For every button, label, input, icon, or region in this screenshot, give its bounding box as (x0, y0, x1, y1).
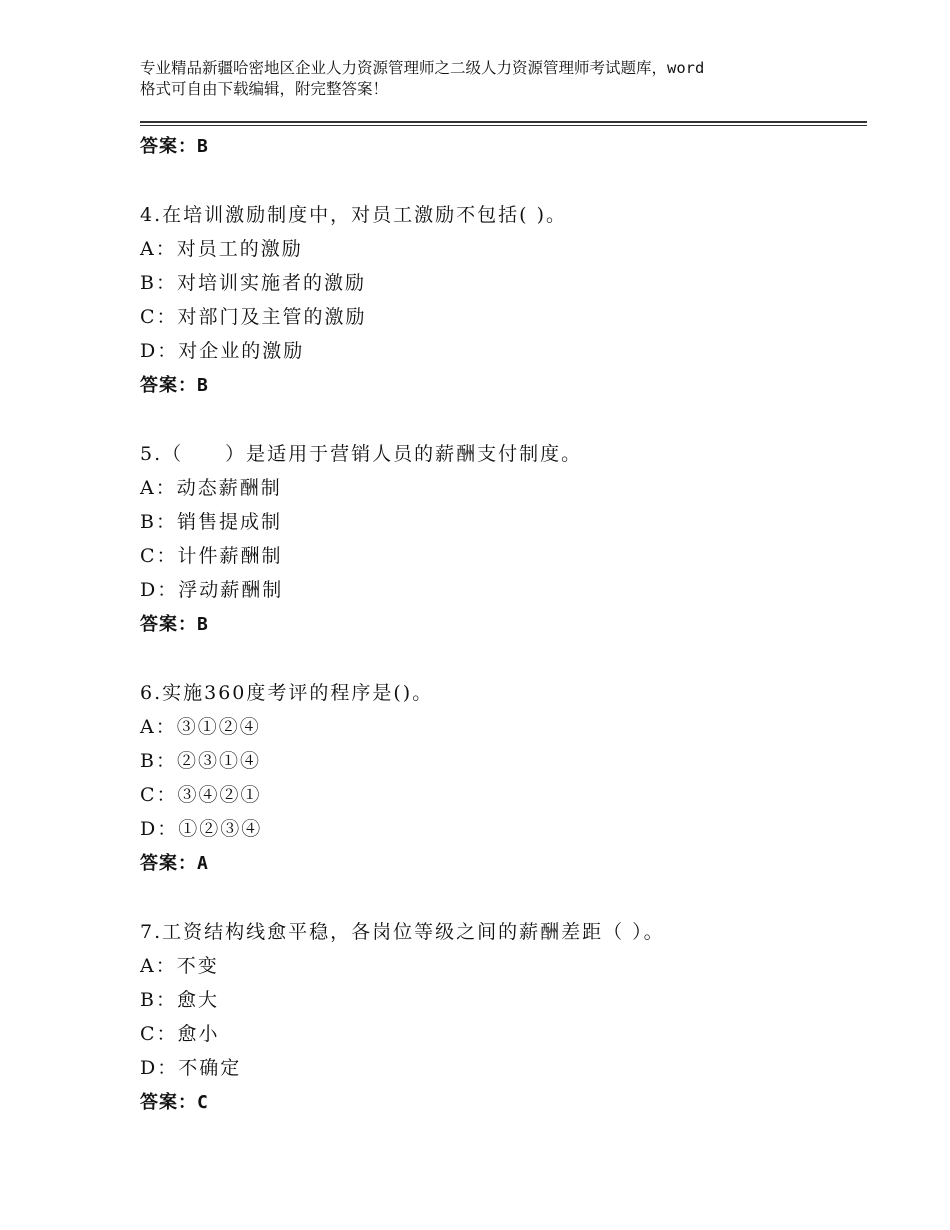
question-4-option-a: A：对员工的激励 (140, 238, 303, 260)
question-7-option-d: D：不确定 (140, 1057, 242, 1079)
previous-answer: 答案：B (140, 136, 209, 157)
question-6-answer: 答案：A (140, 853, 209, 874)
header-line-1: 专业精品新疆哈密地区企业人力资源管理师之二级人力资源管理师考试题库，word (140, 59, 705, 77)
question-5-option-d: D：浮动薪酬制 (140, 579, 284, 601)
header-line-2: 格式可自由下载编辑，附完整答案！ (140, 80, 389, 98)
question-6-option-c: C：③④②① (140, 784, 262, 806)
question-4-option-b: B：对培训实施者的激励 (140, 272, 366, 294)
question-7-option-a: A：不变 (140, 955, 219, 977)
question-5-option-a: A：动态薪酬制 (140, 477, 282, 499)
question-7-option-c: C：愈小 (140, 1023, 220, 1045)
question-5-option-c: C：计件薪酬制 (140, 545, 283, 567)
question-4-answer: 答案：B (140, 375, 209, 396)
question-6-stem: 6.实施360度考评的程序是()。 (140, 682, 434, 704)
question-6-option-b: B：②③①④ (140, 750, 261, 772)
question-5-answer: 答案：B (140, 614, 209, 635)
question-5-stem: 5.（ ）是适用于营销人员的薪酬支付制度。 (140, 443, 583, 465)
header-divider-thin (140, 125, 867, 126)
document-header (140, 58, 830, 100)
question-5-option-b: B：销售提成制 (140, 511, 282, 533)
header-divider-thick (140, 121, 867, 123)
question-4-stem: 4.在培训激励制度中，对员工激励不包括( )。 (140, 204, 567, 226)
question-7-stem: 7.工资结构线愈平稳，各岗位等级之间的薪酬差距（ ）。 (140, 921, 665, 943)
question-7-option-b: B：愈大 (140, 989, 219, 1011)
question-4-option-c: C：对部门及主管的激励 (140, 306, 367, 328)
question-7-answer: 答案：C (140, 1092, 209, 1113)
question-6-option-a: A：③①②④ (140, 716, 261, 738)
question-6-option-d: D：①②③④ (140, 818, 263, 840)
question-4-option-d: D：对企业的激励 (140, 340, 305, 362)
